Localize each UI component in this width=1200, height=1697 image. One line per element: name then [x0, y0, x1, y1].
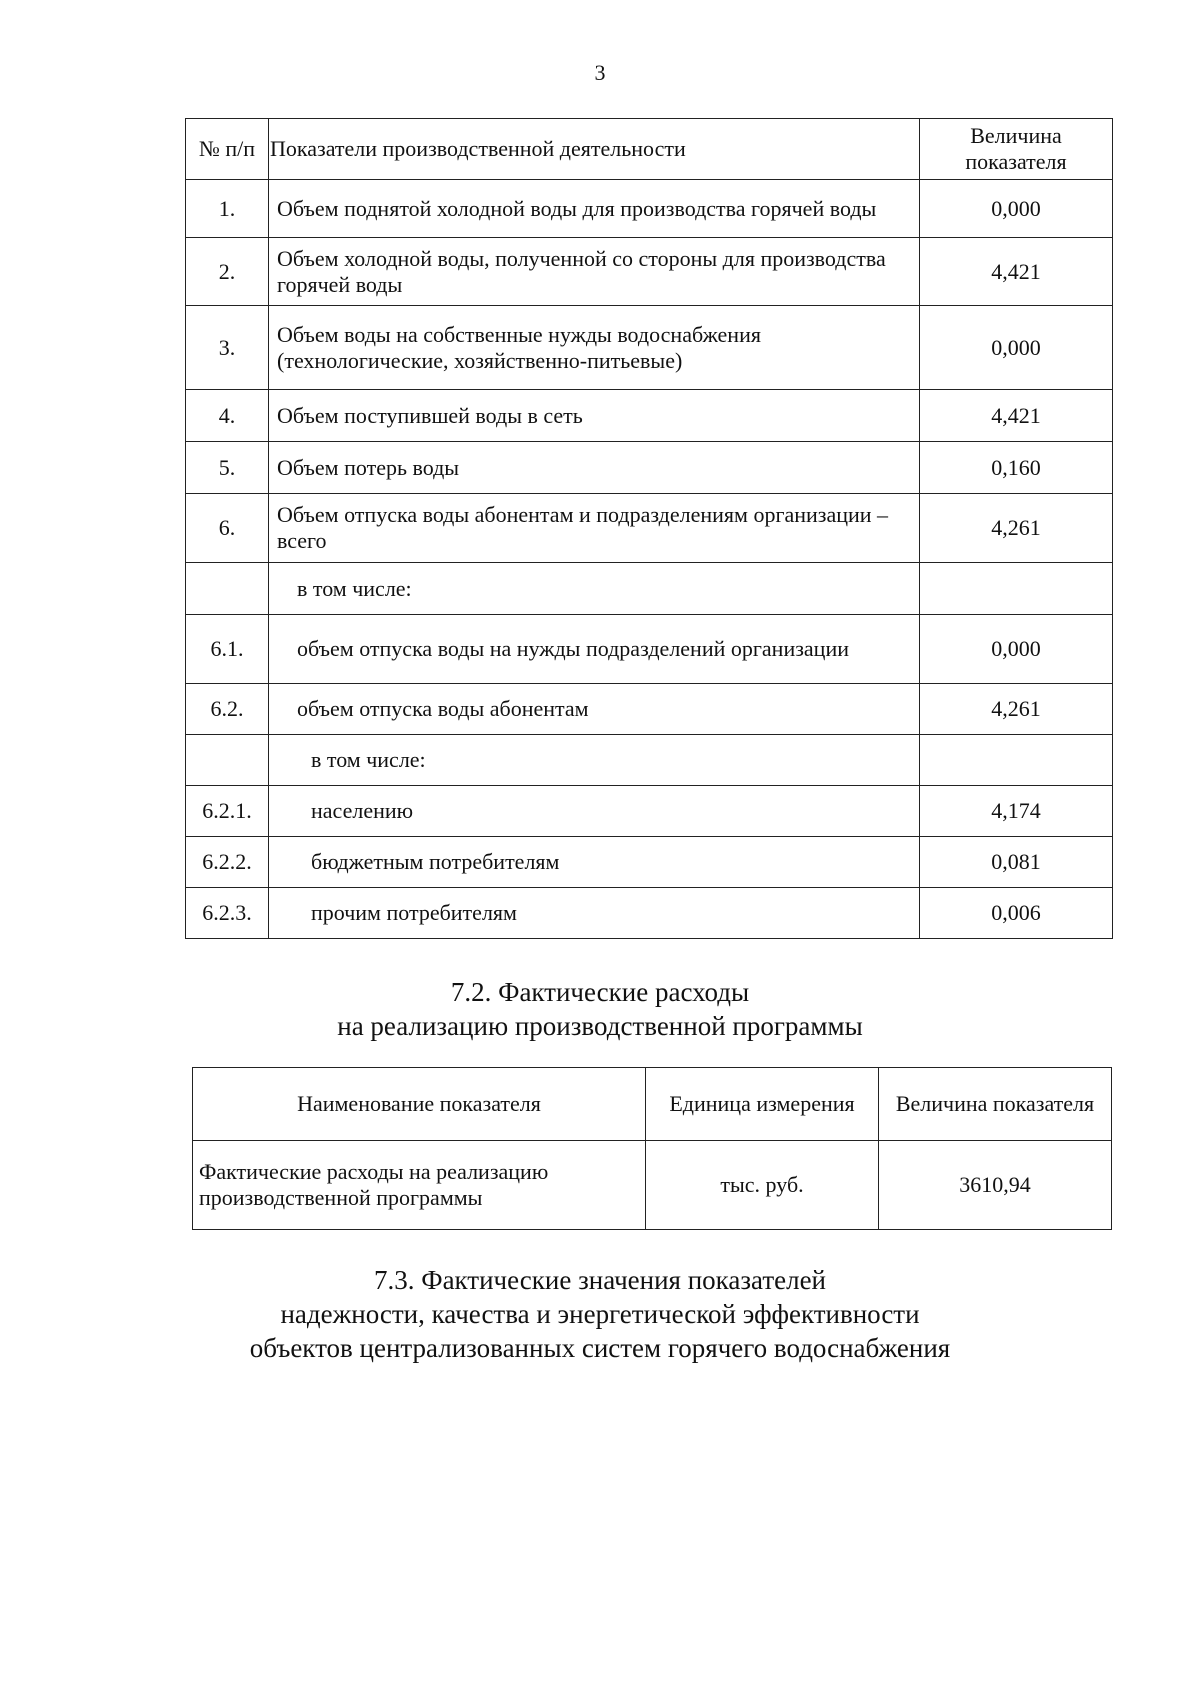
row-value: 0,081	[920, 837, 1113, 888]
row-value: 0,006	[920, 888, 1113, 939]
row-value: 4,261	[920, 494, 1113, 563]
table-row	[186, 735, 1113, 786]
section-7-3-heading	[0, 1263, 1200, 1365]
header-value: Величина показателя	[920, 119, 1113, 180]
row-value: 0,000	[920, 306, 1113, 390]
table-row	[186, 615, 1113, 684]
table-row	[186, 180, 1113, 238]
row-number: 6.2.2.	[186, 837, 269, 888]
row-number: 6.2.1.	[186, 786, 269, 837]
table-row	[186, 684, 1113, 735]
row-name: Объем холодной воды, полученной со стороны для производства горячей воды	[269, 238, 920, 306]
row-number: 6.	[186, 494, 269, 563]
table-row	[186, 494, 1113, 563]
row-value: 4,174	[920, 786, 1113, 837]
section-7-2-heading	[0, 975, 1200, 1043]
row-value: 0,000	[920, 180, 1113, 238]
table-row	[186, 390, 1113, 442]
row-value: 0,000	[920, 615, 1113, 684]
row-value: 0,160	[920, 442, 1113, 494]
row-name: Фактические расходы на реализацию производственной программы	[193, 1141, 646, 1230]
header-unit: Единица измерения	[646, 1068, 879, 1141]
page-number: 3	[594, 60, 606, 85]
row-name: Объем потерь воды	[269, 442, 920, 494]
row-number: 6.2.	[186, 684, 269, 735]
section-7-2-line2: на реализацию производственной программы	[337, 1011, 863, 1041]
row-number	[186, 563, 269, 615]
row-name: в том числе:	[269, 563, 920, 615]
row-name: населению	[269, 786, 920, 837]
row-number: 5.	[186, 442, 269, 494]
row-number: 1.	[186, 180, 269, 238]
row-name: Объем воды на собственные нужды водоснабжения (технологические, хозяйственно-питьевые)	[269, 306, 920, 390]
row-value: 4,421	[920, 238, 1113, 306]
header-number: № п/п	[186, 119, 269, 180]
expenses-table	[192, 1067, 1112, 1230]
table-row	[186, 563, 1113, 615]
table-row	[186, 306, 1113, 390]
section-7-3-line2: надежности, качества и энергетической эффективности	[280, 1299, 920, 1329]
row-name: Объем отпуска воды абонентам и подразделениям организации – всего	[269, 494, 920, 563]
row-name: Объем поступившей воды в сеть	[269, 390, 920, 442]
row-number	[186, 735, 269, 786]
row-name: объем отпуска воды абонентам	[269, 684, 920, 735]
table-row	[186, 442, 1113, 494]
row-value	[920, 563, 1113, 615]
row-name: прочим потребителям	[269, 888, 920, 939]
table-header-row	[193, 1068, 1112, 1141]
row-value: 4,261	[920, 684, 1113, 735]
section-7-2-line1: 7.2. Фактические расходы	[450, 977, 750, 1007]
header-value: Величина показателя	[879, 1068, 1112, 1141]
section-7-3-line1: 7.3. Фактические значения показателей	[373, 1265, 827, 1295]
production-indicators-table	[185, 118, 1113, 939]
row-number: 4.	[186, 390, 269, 442]
row-number: 6.1.	[186, 615, 269, 684]
row-number: 6.2.3.	[186, 888, 269, 939]
table-row	[186, 786, 1113, 837]
row-value: 4,421	[920, 390, 1113, 442]
row-name: Объем поднятой холодной воды для производства горячей воды	[269, 180, 920, 238]
header-indicators: Показатели производственной деятельности	[269, 119, 920, 180]
row-name: объем отпуска воды на нужды подразделений организации	[269, 615, 920, 684]
row-value	[920, 735, 1113, 786]
row-name: бюджетным потребителям	[269, 837, 920, 888]
row-value: 3610,94	[879, 1141, 1112, 1230]
row-number: 2.	[186, 238, 269, 306]
row-unit: тыс. руб.	[646, 1141, 879, 1230]
header-indicator-name: Наименование показателя	[193, 1068, 646, 1141]
table-row	[186, 837, 1113, 888]
table-row	[186, 888, 1113, 939]
row-name: в том числе:	[269, 735, 920, 786]
table-row	[186, 238, 1113, 306]
table-row	[193, 1141, 1112, 1230]
row-number: 3.	[186, 306, 269, 390]
table-header-row	[186, 119, 1113, 180]
section-7-3-line3: объектов централизованных систем горячего водоснабжения	[249, 1333, 951, 1363]
